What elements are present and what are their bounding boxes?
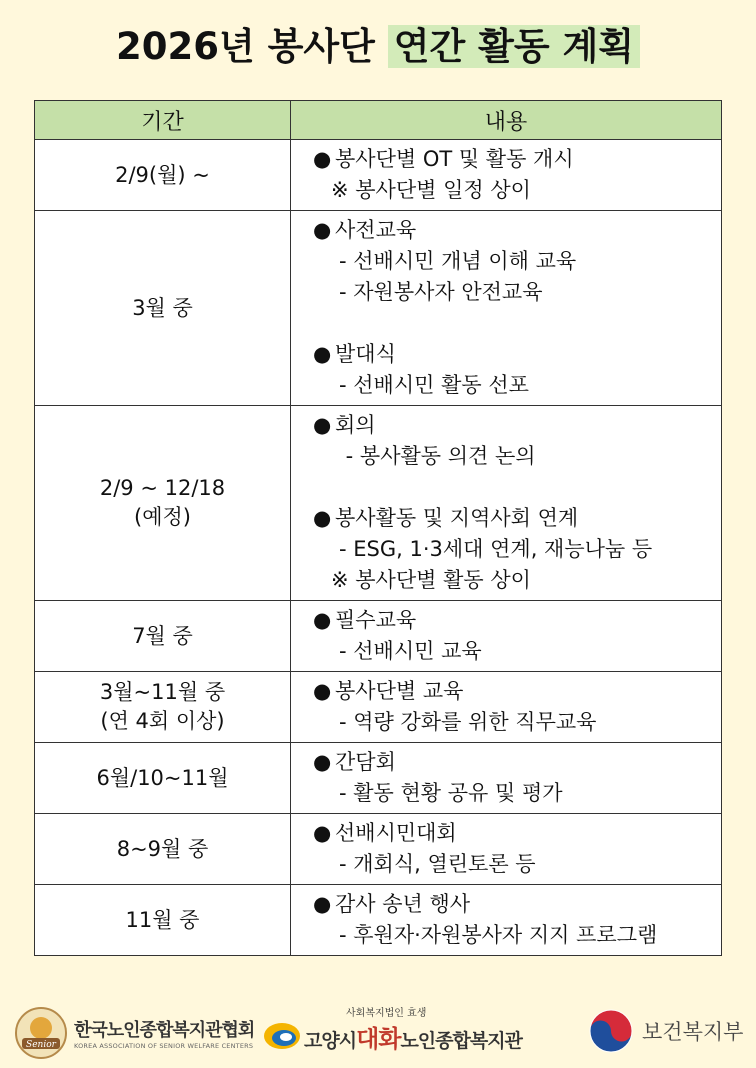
row-content <box>291 601 722 672</box>
row-content <box>291 814 722 885</box>
page-title <box>0 16 756 70</box>
content-note: ※ 봉사단별 일정 상이 <box>331 178 531 202</box>
mohw-logo <box>588 1008 743 1054</box>
row-period: 2/9 ~ 12/18 (예정) <box>35 406 291 601</box>
row-content <box>291 743 722 814</box>
table-row <box>35 885 722 956</box>
row-period: 3월~11월 중 (연 4회 이상) <box>35 672 291 743</box>
header-period: 기간 <box>35 101 291 140</box>
bullet-dot-icon: ● <box>313 342 332 366</box>
bullet-dot-icon: ● <box>313 608 332 632</box>
senior-badge-text: Senior <box>26 1040 56 1050</box>
bullet-text: 봉사단별 OT 및 활동 개시 <box>335 147 574 171</box>
bullet-text: 사전교육 <box>335 218 417 242</box>
bullet-dot-icon: ● <box>313 218 332 242</box>
bullet-dot-icon: ● <box>313 147 332 171</box>
content-bullet-item <box>313 676 721 707</box>
taegeuk-icon <box>588 1008 634 1054</box>
org1-english: KOREA ASSOCIATION OF SENIOR WELFARE CENTERS <box>74 1042 254 1050</box>
bullet-dot-icon: ● <box>313 750 332 774</box>
bullet-dot-icon: ● <box>313 413 332 437</box>
content-spacer <box>313 308 721 339</box>
table-row <box>35 814 722 885</box>
row-period: 7월 중 <box>35 601 291 672</box>
bullet-text: 선배시민대회 <box>335 821 457 845</box>
kaswc-logo <box>14 1006 254 1060</box>
title-prefix: 2026년 봉사단 <box>116 25 388 68</box>
title-highlight: 연간 활동 계획 <box>388 25 640 68</box>
bullet-text: 봉사활동 및 지역사회 연계 <box>335 506 579 530</box>
content-bullet-item <box>313 747 721 778</box>
content-sub-item: - 후원자·자원봉사자 지지 프로그램 <box>339 923 658 947</box>
bullet-text: 감사 송년 행사 <box>335 892 471 916</box>
content-bullet-item <box>313 818 721 849</box>
bullet-text: 봉사단별 교육 <box>335 679 464 703</box>
content-sub-item: - ESG, 1·3세대 연계, 재능나눔 등 <box>339 537 653 561</box>
bullet-dot-icon: ● <box>313 892 332 916</box>
content-sub-item: - 개회식, 열린토론 등 <box>339 852 536 876</box>
row-period: 6월/10~11월 <box>35 743 291 814</box>
row-period: 8~9월 중 <box>35 814 291 885</box>
content-bullet-item <box>313 215 721 246</box>
content-sub-item: - 봉사활동 의견 논의 <box>339 444 536 468</box>
header-content: 내용 <box>291 101 722 140</box>
table-row <box>35 406 722 601</box>
table-row <box>35 743 722 814</box>
content-sub-item: - 선배시민 교육 <box>339 639 482 663</box>
goyang-daehwa-logo <box>262 1004 522 1054</box>
footer-logos <box>0 1000 756 1068</box>
content-sub-item: - 자원봉사자 안전교육 <box>339 280 543 304</box>
content-note: ※ 봉사단별 활동 상이 <box>331 568 531 592</box>
content-sub-item: - 선배시민 활동 선포 <box>339 373 529 397</box>
content-bullet-item <box>313 339 721 370</box>
content-bullet-item <box>313 503 721 534</box>
table-row <box>35 672 722 743</box>
row-content <box>291 885 722 956</box>
org2-name: 고양시대화노인종합복지관 <box>304 1025 522 1053</box>
table-row <box>35 211 722 406</box>
row-content <box>291 406 722 601</box>
content-sub-item: - 역량 강화를 위한 직무교육 <box>339 710 597 734</box>
table-header-row <box>35 101 722 140</box>
row-content <box>291 672 722 743</box>
bullet-text: 회의 <box>335 413 376 437</box>
org3-name: 보건복지부 <box>642 1020 744 1044</box>
bullet-text: 간담회 <box>335 750 396 774</box>
row-period: 3월 중 <box>35 211 291 406</box>
content-bullet-item <box>313 144 721 175</box>
content-sub-item: - 활동 현황 공유 및 평가 <box>339 781 563 805</box>
row-content <box>291 211 722 406</box>
org2-top: 사회복지법인 효생 <box>346 1008 427 1019</box>
kaswc-emblem-icon <box>14 1006 68 1060</box>
daehwa-swirl-icon <box>262 1019 302 1053</box>
table-row <box>35 140 722 211</box>
row-period: 2/9(월) ~ <box>35 140 291 211</box>
table-row <box>35 601 722 672</box>
content-bullet-item <box>313 410 721 441</box>
content-bullet-item <box>313 605 721 636</box>
bullet-text: 필수교육 <box>335 608 417 632</box>
content-bullet-item <box>313 889 721 920</box>
content-sub-item: - 선배시민 개념 이해 교육 <box>339 249 577 273</box>
bullet-text: 발대식 <box>335 342 396 366</box>
bullet-dot-icon: ● <box>313 506 332 530</box>
bullet-dot-icon: ● <box>313 821 332 845</box>
org1-name: 한국노인종합복지관협회 <box>74 1020 255 1041</box>
content-spacer <box>313 472 721 503</box>
bullet-dot-icon: ● <box>313 679 332 703</box>
row-period: 11월 중 <box>35 885 291 956</box>
plan-table <box>34 100 722 956</box>
row-content <box>291 140 722 211</box>
